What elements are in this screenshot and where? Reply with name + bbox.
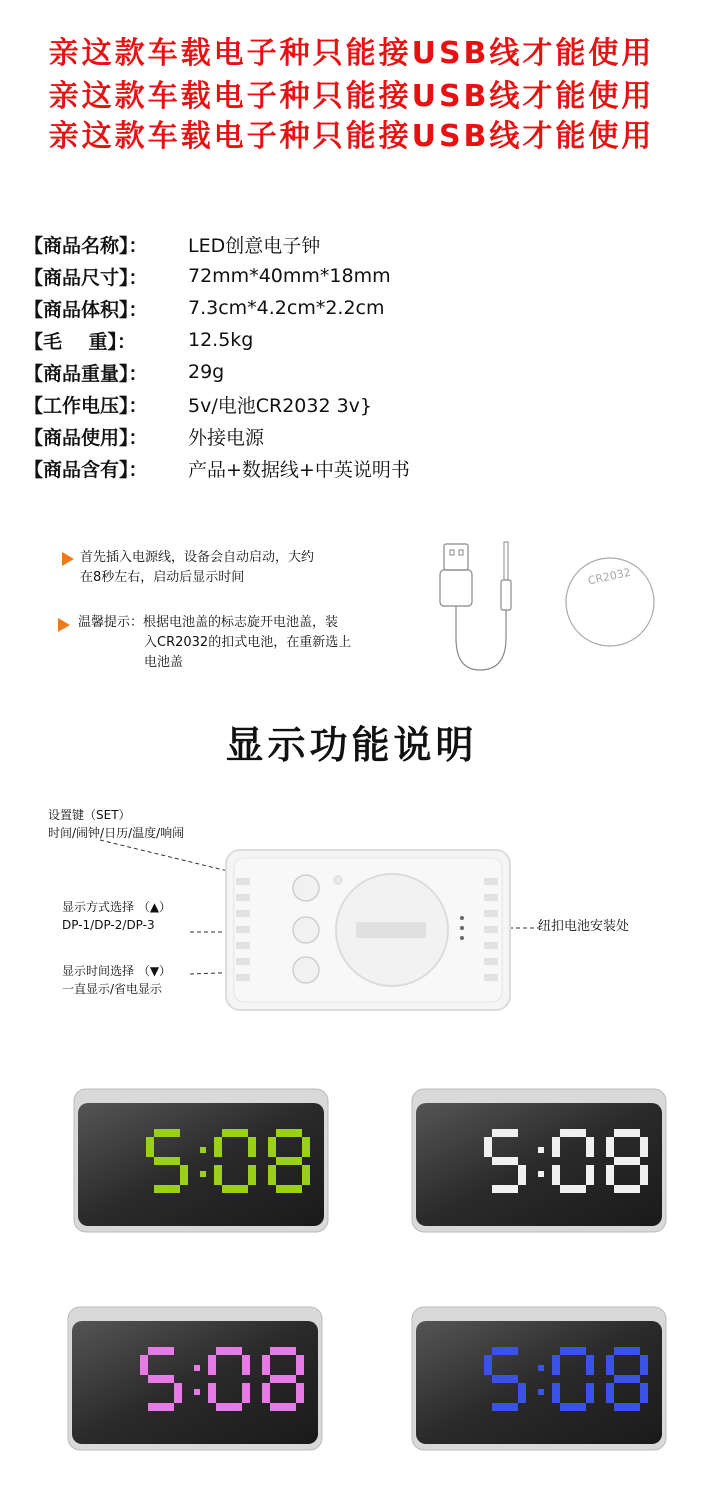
spec-label: 【商品尺寸】：: [24, 266, 148, 289]
clock-segment: [208, 1355, 216, 1375]
clock-segment: [242, 1355, 250, 1375]
clock-segment: [214, 1137, 222, 1157]
spec-row: [24, 292, 410, 324]
spec-label: 【商品名称】：: [24, 234, 148, 257]
spec-row: [24, 228, 410, 260]
spec-value: LED创意电子钟: [188, 234, 321, 257]
clock-segment: [614, 1347, 640, 1355]
clock-segment: [276, 1129, 302, 1137]
clock-segment: [268, 1137, 276, 1157]
spec-value: 产品+数据线+中英说明书: [188, 458, 410, 481]
clock-green: [72, 1087, 330, 1234]
tip-line: 在8秒左右，启动后显示时间: [80, 570, 245, 585]
orange-arrow-icon: [58, 618, 70, 632]
tip-line: 温馨提示：根据电池盖的标志旋开电池盖，装: [78, 615, 339, 630]
clock-segment: [146, 1137, 154, 1157]
clock-pink: [66, 1305, 324, 1452]
clock-segment: [492, 1129, 518, 1137]
clock-segment: [148, 1347, 174, 1355]
spec-list: [24, 228, 410, 484]
clock-segment: [270, 1375, 296, 1383]
spec-label: 【工作电压】：: [24, 394, 148, 417]
clock-segment: [552, 1355, 560, 1375]
clock-segment: [302, 1137, 310, 1157]
clock-segment: [492, 1157, 518, 1165]
clock-colon: [538, 1147, 544, 1153]
tip-line: 入CR2032的扣式电池，在重新选上: [144, 635, 352, 650]
clock-segment: [560, 1129, 586, 1137]
clock-colon: [194, 1365, 200, 1371]
callout-title: 显示时间选择 （▼）: [62, 964, 172, 978]
spec-value: 29g: [188, 361, 225, 383]
clock-colon: [538, 1389, 544, 1395]
clock-segment: [606, 1165, 614, 1185]
tip-line: 电池盖: [144, 655, 184, 670]
clock-segment: [262, 1383, 270, 1403]
clock-segment: [262, 1355, 270, 1375]
clock-segment: [586, 1383, 594, 1403]
clock-colon: [200, 1147, 206, 1153]
tip-line: 首先插入电源线，设备会自动启动，大约: [80, 550, 315, 565]
clock-segment: [552, 1165, 560, 1185]
clock-segment: [560, 1185, 586, 1193]
clock-segment: [614, 1185, 640, 1193]
spec-label: 【商品重量】：: [24, 362, 148, 385]
notice-line-3: 亲这款车载电子种只能接USB线才能使用: [48, 119, 655, 154]
spec-row: [24, 420, 410, 452]
clock-segment: [216, 1347, 242, 1355]
clock-segment: [208, 1383, 216, 1403]
clock-segment: [270, 1347, 296, 1355]
orange-arrow-icon: [62, 552, 74, 566]
clock-segment: [214, 1165, 222, 1185]
clock-segment: [614, 1129, 640, 1137]
clock-segment: [140, 1355, 148, 1375]
spec-value: 12.5kg: [188, 329, 254, 351]
usb-cable-icon: [430, 538, 540, 678]
clock-segment: [154, 1157, 180, 1165]
spec-value: 72mm*40mm*18mm: [188, 265, 391, 287]
clock-segment: [614, 1157, 640, 1165]
clock-segment: [296, 1383, 304, 1403]
clock-segment: [518, 1383, 526, 1403]
clock-segment: [180, 1165, 188, 1185]
spec-label: 【商品使用】：: [24, 426, 148, 449]
coin-battery-icon: [560, 552, 660, 652]
clock-segment: [518, 1165, 526, 1185]
clock-segment: [302, 1165, 310, 1185]
clock-segment: [154, 1129, 180, 1137]
clock-segment: [270, 1403, 296, 1411]
callout-title: 设置键（SET）: [48, 808, 131, 822]
spec-row: [24, 324, 410, 356]
spec-row: [24, 356, 410, 388]
startup-tip: [80, 548, 314, 588]
callout-desc: 时间/闹钟/日历/温度/响闹: [48, 826, 185, 840]
clock-segment: [586, 1165, 594, 1185]
battery-tip: [78, 613, 351, 673]
spec-label: 【商品含有】：: [24, 458, 148, 481]
clock-segment: [640, 1137, 648, 1157]
clock-segment: [276, 1185, 302, 1193]
spec-label: 【商品体积】：: [24, 298, 148, 321]
clock-segment: [222, 1185, 248, 1193]
clock-segment: [148, 1375, 174, 1383]
section-title: 显示功能说明: [225, 723, 478, 767]
clock-segment: [248, 1137, 256, 1157]
spec-row: [24, 452, 410, 484]
clock-segment: [492, 1375, 518, 1383]
clock-segment: [492, 1185, 518, 1193]
clock-segment: [248, 1165, 256, 1185]
clock-colon: [538, 1365, 544, 1371]
callout-desc: 一直显示/省电显示: [62, 982, 163, 996]
clock-segment: [560, 1347, 586, 1355]
clock-colon: [200, 1171, 206, 1177]
clock-segment: [296, 1355, 304, 1375]
spec-row: [24, 260, 410, 292]
clock-segment: [154, 1185, 180, 1193]
clock-segment: [606, 1355, 614, 1375]
clock-segment: [148, 1403, 174, 1411]
clock-colon: [194, 1389, 200, 1395]
callout-desc: DP-1/DP-2/DP-3: [62, 918, 155, 932]
clock-back-diagram: [40, 830, 540, 1020]
clock-segment: [276, 1157, 302, 1165]
clock-segment: [222, 1129, 248, 1137]
clock-white: [410, 1087, 668, 1234]
clock-segment: [586, 1137, 594, 1157]
clock-segment: [484, 1355, 492, 1375]
clock-segment: [606, 1137, 614, 1157]
clock-segment: [552, 1137, 560, 1157]
clock-segment: [268, 1165, 276, 1185]
spec-value: 外接电源: [188, 426, 265, 449]
clock-segment: [606, 1383, 614, 1403]
battery-place-callout: 纽扣电池安装处: [538, 919, 630, 934]
spec-row: [24, 388, 410, 420]
clock-segment: [216, 1403, 242, 1411]
clock-colon: [538, 1171, 544, 1177]
clock-segment: [586, 1355, 594, 1375]
notice-line-1: 亲这款车载电子种只能接USB线才能使用: [48, 36, 655, 71]
clock-segment: [614, 1375, 640, 1383]
clock-segment: [242, 1383, 250, 1403]
clock-segment: [640, 1383, 648, 1403]
notice-line-2: 亲这款车载电子种只能接USB线才能使用: [48, 79, 655, 114]
clock-segment: [640, 1355, 648, 1375]
spec-value: 7.3cm*4.2cm*2.2cm: [188, 297, 385, 319]
spec-value: 5v/电池CR2032 3v}: [188, 394, 373, 417]
clock-segment: [552, 1383, 560, 1403]
clock-segment: [492, 1403, 518, 1411]
clock-segment: [614, 1403, 640, 1411]
clock-segment: [560, 1403, 586, 1411]
callout-title: 显示方式选择 （▲）: [62, 900, 172, 914]
clock-segment: [174, 1383, 182, 1403]
clock-segment: [484, 1137, 492, 1157]
spec-label: 【毛 重】：: [24, 330, 136, 353]
battery-label: CR2032: [586, 565, 632, 588]
clock-segment: [640, 1165, 648, 1185]
clock-blue: [410, 1305, 668, 1452]
clock-segment: [492, 1347, 518, 1355]
